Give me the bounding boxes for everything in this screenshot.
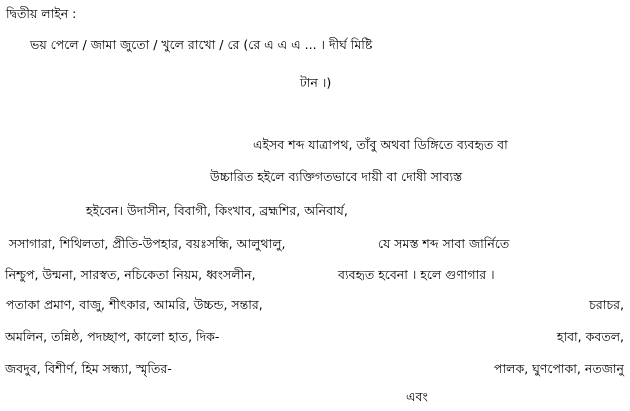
heading: দ্বিতীয় লাইন : bbox=[6, 6, 77, 21]
verse-line-continuation: টান ।) bbox=[300, 75, 332, 90]
word-list-line: নিশ্চুপ, উন্মনা, সারস্বত, নচিকেতা নিয়ম, ধ্বংসলীন, bbox=[5, 267, 256, 282]
paragraph-line: এইসব শব্দ যাত্রাপথ, তাঁবু অথবা ডিঙ্গিতে ব্যবহৃত বা bbox=[253, 137, 508, 152]
word-list-line-right: চরাচর, bbox=[589, 297, 624, 312]
word-list-line: পতাকা প্রমাণ, বাজু, শীৎকার, আমরি, উচ্চন্ড, সন্তার, bbox=[6, 297, 263, 312]
word-list-line-right: পালক, ঘুণপোকা, নতজানু bbox=[494, 361, 624, 376]
note-text: যে সমস্ত শব্দ সাবা জার্নিতে bbox=[378, 236, 510, 251]
word-list-line-right: হাবা, কবতল, bbox=[556, 329, 624, 344]
paragraph-line: হইবেন। উদাসীন, বিবাগী, কিংখাব, ব্রহ্মশির, অনিবার্য, bbox=[86, 203, 348, 218]
word-list-line: সসাগারা, শিথিলতা, প্রীতি-উপহার, বয়ঃসন্ধি, আলুথালু, bbox=[9, 236, 286, 251]
word-list-line: জবদুব, বিশীর্ণ, হিম সন্ধ্যা, স্মৃতির- bbox=[5, 361, 172, 376]
note-text: ব্যবহৃত হবেনা । হলে গুণাগার । bbox=[338, 267, 495, 282]
closing-word: এবং bbox=[406, 389, 428, 404]
paragraph-line: উচ্চারিত হইলে ব্যক্তিগতভাবে দায়ী বা দোষী সাব্যস্ত bbox=[210, 169, 463, 184]
verse-line: ভয় পেলে / জামা জুতো / খুলে রাখো / রে (রে এ এ এ ... । দীর্ঘ মিষ্টি bbox=[30, 37, 373, 52]
word-list-line: অমলিন, তন্নিষ্ঠ, পদচ্ছাপ, কালো হাত, দিক- bbox=[5, 329, 220, 344]
